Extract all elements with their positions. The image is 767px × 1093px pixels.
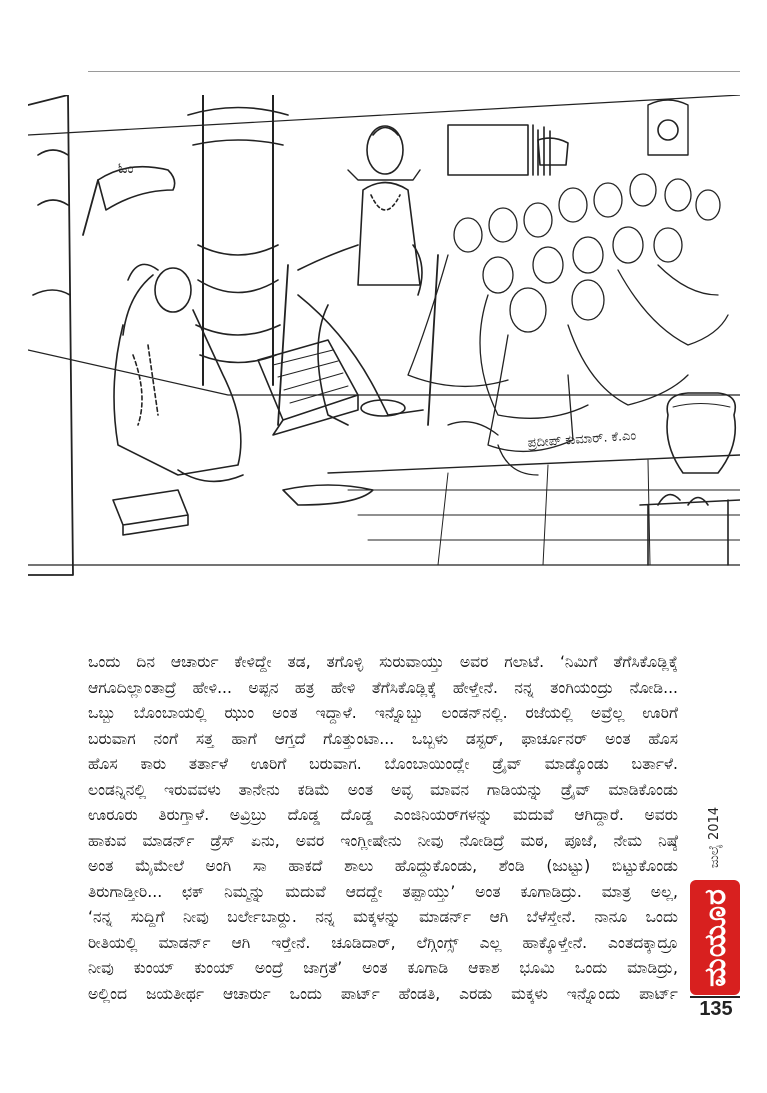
article-line: ಹೊಸ ಕಾರು ತರ್ತಾಳೆ ಊರಿಗೆ ಬರುವಾಗ. ಬೊಂಬಾಯಿಂದ್ಲೇ ಡ್ರೈವ್ ಮಾಡ್ಕೊಂಡು ಬರ್ತಾಳೆ. [88, 755, 678, 773]
article-line: ರೀತಿಯಲ್ಲಿ ಮಾಡರ್ನ್ ಆಗಿ ಇರ್‍ತೇನೆ. ಚೂಡಿದಾರ್, ಲೆಗ್ಗಿಂಗ್ಸ್ ಎಲ್ಲ ಹಾಕ್ಕೊಳ್ತೇನೆ. ಎಂತದಕ್ಕಾದ್ರೂ [88, 933, 678, 952]
article-line: ಬರುವಾಗ ನಂಗೆ ಸತ್ತ ಹಾಗೆ ಆಗ್ತದೆ ಗೊತ್ತುಂಟಾ... ಒಬ್ಬಳು ಡಸ್ಟರ್, ಫಾರ್ಚೂನರ್ ಅಂತ ಹೊಸ [88, 729, 678, 748]
article-line: ಲಂಡನ್ನಿನಲ್ಲಿ ಇರುವವಳು ತಾನೇನು ಕಡಿಮೆ ಅಂತ ಅವ್ಳ ಮಾವನ ಗಾಡಿಯನ್ನು ಡ್ರೈವ್ ಮಾಡಿಕೊಂಡು [88, 780, 678, 799]
magazine-name: ಮಯೂರ [697, 888, 733, 987]
magazine-logo [690, 880, 740, 995]
article-line: ‘ನನ್ನ ಸುದ್ದಿಗೆ ನೀವು ಬರ್ಲೇಬಾರ್‍ದು. ನನ್ನ ಮಕ್ಕಳನ್ನು ಮಾಡರ್ನ್ ಆಗಿ ಬೆಳೆಸ್ತೇನೆ. ನಾನೂ ಒಂದು [88, 908, 678, 926]
issue-date [700, 800, 730, 874]
article-line: ಆಗೂದಿಲ್ಲಾಂತಾದ್ರೆ ಹೇಳಿ... ಅಪ್ಪನ ಹತ್ರ ಹೇಳಿ ತೆಗೆಸಿಕೊಡ್ಲಿಕ್ಕೆ ಹೇಳ್ತೇನೆ. ನನ್ನ ತಂಗಿಯಂದ್ರು ನೋಡಿ... [88, 678, 678, 697]
article-line: ಊರೂರು ತಿರುಗ್ತಾಳೆ. ಅವ್ರಿಬ್ರು ದೊಡ್ಡ ದೊಡ್ಡ ಎಂಜಿನಿಯರ್‌ಗಳನ್ನು ಮದುವೆ ಆಗಿದ್ದಾರೆ. ಅವರು [88, 806, 678, 824]
article-line: ಒಂದು ದಿನ ಆಚಾರ್ರು ಕೇಳಿದ್ದೇ ತಡ, ತಗೊಳ್ಳಿ ಸುರುವಾಯ್ತು ಅವರ ಗಲಾಟೆ. ‘ನಿಮಿಗೆ ತೆಗೆಸಿಕೊಡ್ಲಿಕ್ಕೆ [88, 653, 678, 671]
article-line: ತಿರುಗಾಡ್ತೀರಿ... ಛಕ್ ನಿಮ್ಮನ್ನು ಮದುವೆ ಆದದ್ದೇ ತಪ್ಪಾಯ್ತು’ ಅಂತ ಕೂಗಾಡಿದ್ರು. ಮಾತ್ರ ಅಲ್ಲ, [88, 882, 678, 901]
article-line: ಅಲ್ಲಿಂದ ಜಯತೀರ್ಥ ಆಚಾರ್ರು ಒಂದು ಪಾರ್ಟ್ ಹೆಂಡತಿ, ಎರಡು ಮಕ್ಕಳು ಇನ್ನೊಂದು ಪಾರ್ಟ್ [88, 984, 678, 1003]
article-line: ಹಾಕುವ ಮಾಡರ್ನ್ ಡ್ರೆಸ್ ಏನು, ಅವರ ಇಂಗ್ಲೀಷೇನು ನೀವು ನೋಡಿದ್ರೆ ಮಠ, ಪೂಜೆ, ನೇಮ ನಿಷ್ಠೆ [88, 831, 678, 850]
top-divider [88, 71, 740, 72]
article-body [88, 650, 678, 1007]
article-line: ಅಂತ ಮೈಮೇಲೆ ಅಂಗಿ ಸಾ ಹಾಕದೆ ಶಾಲು ಹೊದ್ದುಕೊಂಡು, ಶೆಂಡಿ (ಜುಟ್ಟು) ಬಿಟ್ಟುಕೊಂಡು [88, 857, 678, 875]
artist-signature: ಪ್ರದೀಪ್ ಕುಮಾರ್. ಕೆ.ಎಂ [527, 428, 637, 451]
article-line: ಒಬ್ಬು ಬೊಂಬಾಯಲ್ಲಿ ಝುಂ ಅಂತ ಇದ್ದಾಳೆ. ಇನ್ನೊಬ್ಬು ಲಂಡನ್‌ನಲ್ಲಿ. ರಜೆಯಲ್ಲಿ ಅವ್ರೆಲ್ಲ ಊರಿಗೆ [88, 704, 678, 722]
issue-date-text: ಜುಲೈ 2014 [707, 806, 723, 868]
pen-sketch-illustration [28, 95, 740, 583]
article-line: ನೀವು ಕುಂಯ್ ಕುಂಯ್ ಅಂದ್ರೆ ಜಾಗ್ರತೆ’ ಅಂತ ಕೂಗಾಡಿ ಆಕಾಶ ಭೂಮಿ ಒಂದು ಮಾಡಿದ್ರು, [88, 959, 678, 977]
page-number: 135 [699, 998, 733, 1020]
om-glyph: ಓಂ [118, 161, 134, 177]
